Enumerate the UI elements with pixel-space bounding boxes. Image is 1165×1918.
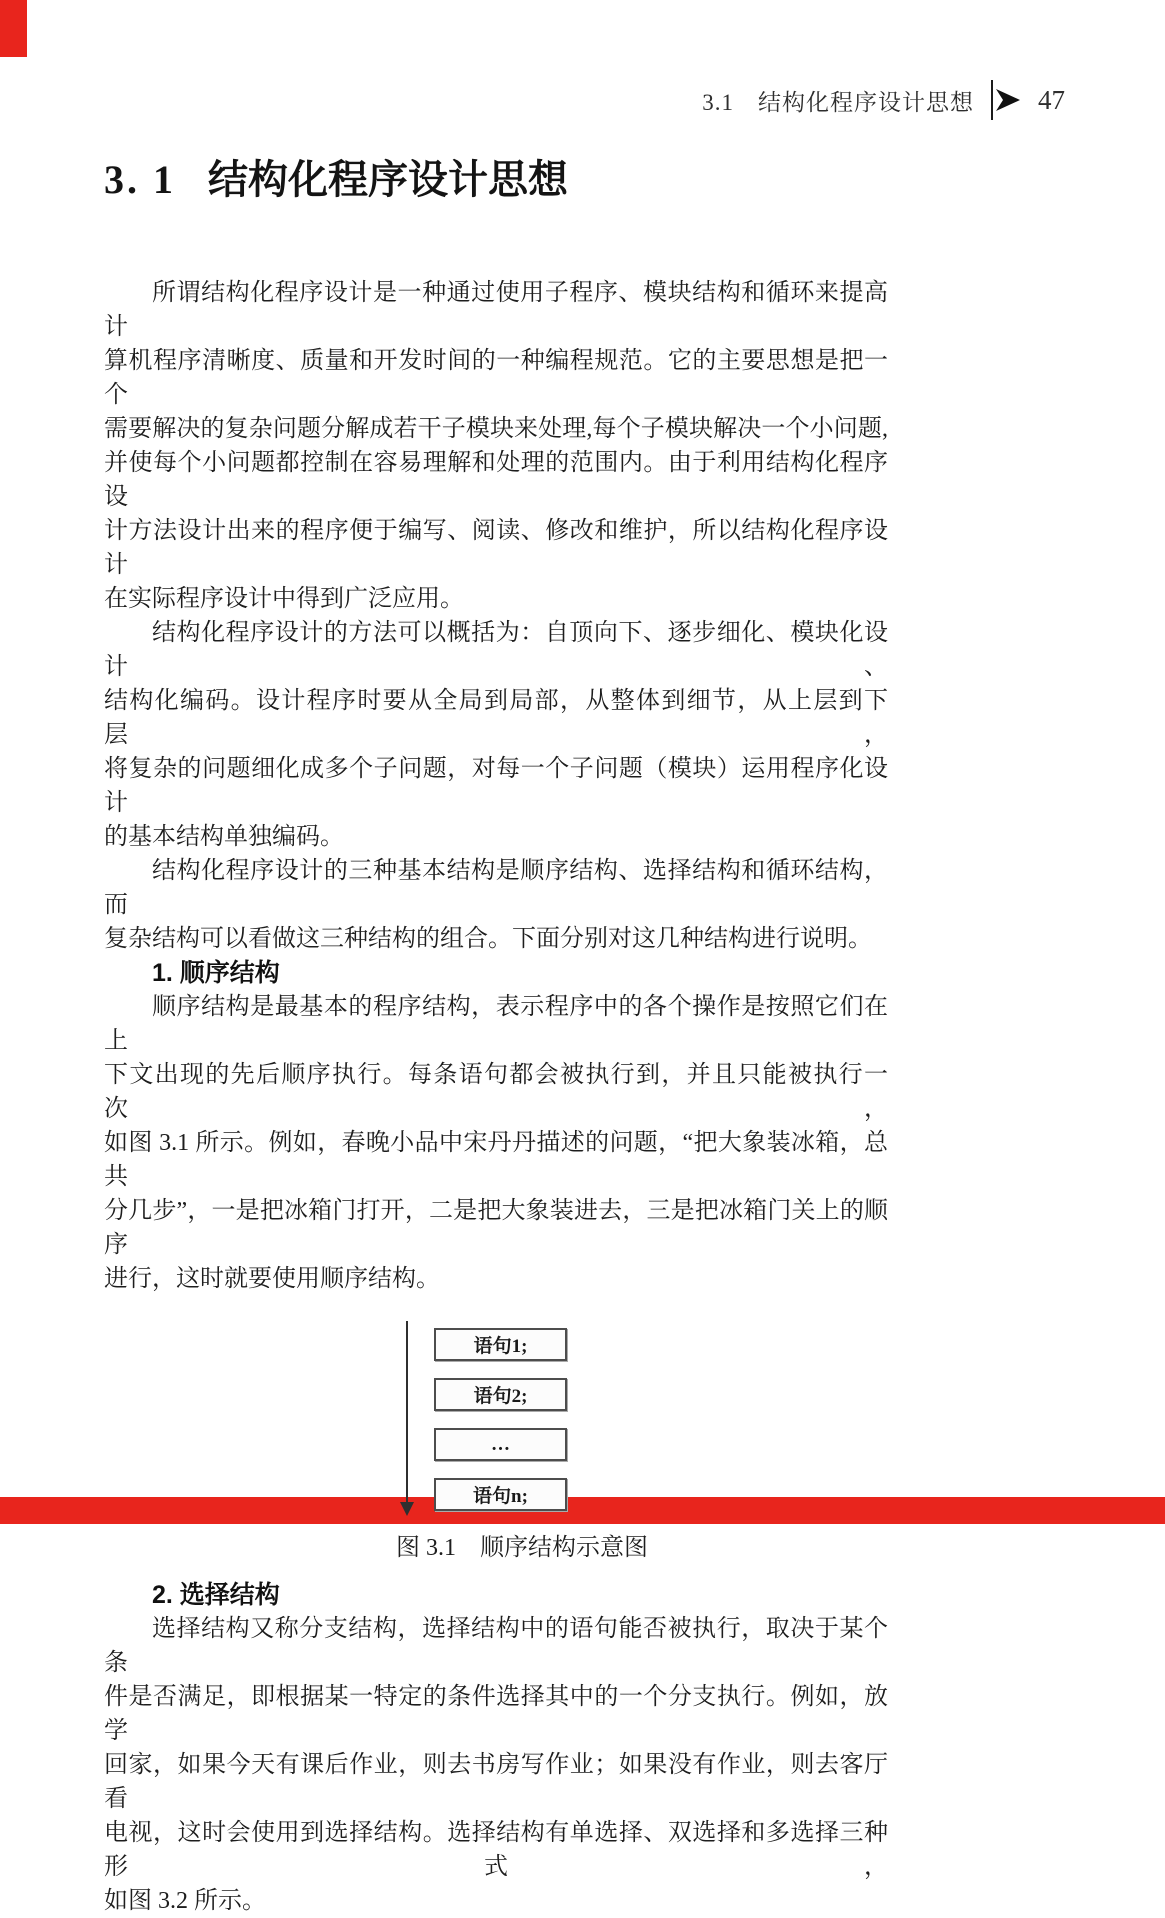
text-line: 如图 3.2 所示。 [104,1888,266,1914]
text-line: 结构化程序设计的方法可以概括为：自顶向下、逐步细化、模块化设计、 [104,620,888,680]
text-line: 分几步”，一是把冰箱门打开，二是把大象装进去，三是把冰箱门关上的顺序 [104,1198,888,1258]
running-header [0,78,1065,122]
section-title-text: 结构化程序设计思想 [208,157,568,202]
text-line: 结构化编码。设计程序时要从全局到局部，从整体到细节，从上层到下层， [104,688,888,748]
paragraph [104,616,888,854]
figure-caption: 图 3.1 顺序结构示意图 [396,1535,648,1561]
text-line: 的基本结构单独编码。 [104,824,344,850]
text-line: 复杂结构可以看做这三种结构的组合。下面分别对这几种结构进行说明。 [104,926,872,952]
subheading-selection-structure: 2. 选择结构 [152,1581,280,1609]
text-line: 选择结构又称分支结构，选择结构中的语句能否被执行，取决于某个条 [104,1616,888,1676]
text-line: 顺序结构是最基本的程序结构，表示程序中的各个操作是按照它们在上 [104,994,888,1054]
text-line: 将复杂的问题细化成多个子问题，对每一个子问题（模块）运用程序化设计 [104,756,888,816]
text-line: 在实际程序设计中得到广泛应用。 [104,586,464,612]
paragraph [104,1612,888,1918]
text-line: 计方法设计出来的程序便于编写、阅读、修改和维护，所以结构化程序设计 [104,518,888,578]
text-line: 进行，这时就要使用顺序结构。 [104,1266,440,1292]
text-line: 下文出现的先后顺序执行。每条语句都会被执行到，并且只能被执行一次， [104,1062,888,1122]
text-line: 需要解决的复杂问题分解成若干子模块来处理,每个子模块解决一个小问题, [104,416,888,442]
section-number: 3. 1 [104,157,176,202]
arrow-down-line [406,1321,408,1504]
header-divider [991,80,993,120]
flow-box-statement-1: 语句1; [434,1328,567,1361]
text-line: 电视，这时会使用到选择结构。选择结构有单选择、双选择和多选择三种形式， [104,1820,888,1880]
body-text-column [104,276,888,1918]
text-line: 并使每个小问题都控制在容易理解和处理的范围内。由于利用结构化程序设 [104,450,888,510]
subheading-sequence-structure: 1. 顺序结构 [152,959,280,987]
sequence-flow-diagram [104,1320,888,1517]
flow-box-statement-n: 语句n; [434,1478,567,1511]
paragraph [104,990,888,1296]
text-line: 回家，如果今天有课后作业，则去书房写作业；如果没有作业，则去客厅看 [104,1752,888,1812]
text-line: 算机程序清晰度、质量和开发时间的一种编程规范。它的主要思想是把一个 [104,348,888,408]
header-section-label: 3.1 结构化程序设计思想 [702,89,974,115]
chevron-right-icon [994,86,1022,114]
flow-box-statement-2: 语句2; [434,1378,567,1411]
arrow-down-head-icon [400,1502,414,1516]
flow-box-stack [434,1328,567,1528]
section-title [104,148,568,205]
text-line: 所谓结构化程序设计是一种通过使用子程序、模块结构和循环来提高计 [104,280,888,340]
paragraph [104,854,888,956]
text-line: 结构化程序设计的三种基本结构是顺序结构、选择结构和循环结构，而 [104,858,888,918]
page-number: 47 [1038,84,1065,115]
red-edge-mark-top-left [0,0,27,57]
text-line: 件是否满足，即根据某一特定的条件选择其中的一个分支执行。例如，放学 [104,1684,888,1744]
flow-box-ellipsis: … [434,1428,567,1461]
paragraph [104,276,888,616]
text-line: 如图 3.1 所示。例如，春晚小品中宋丹丹描述的问题，“把大象装冰箱，总共 [104,1130,888,1190]
